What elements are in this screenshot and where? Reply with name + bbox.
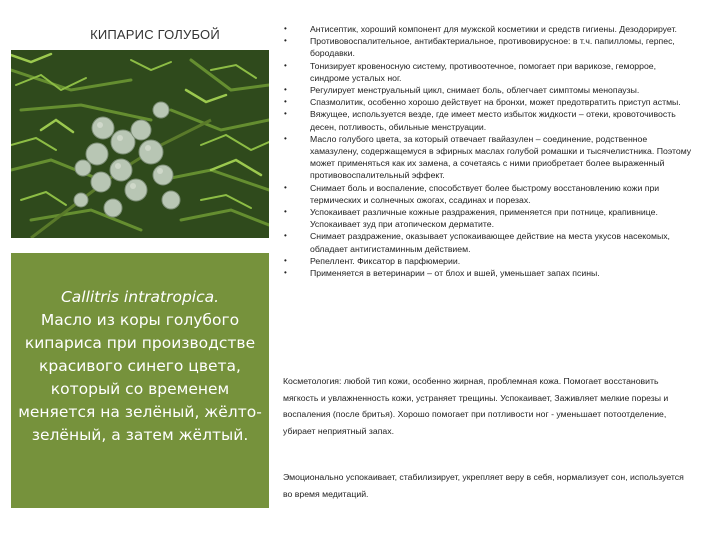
latin-name: Callitris intratropica. [60, 288, 220, 306]
bullet-icon: • [284, 268, 287, 278]
emotional-paragraph: Эмоционально успокаивает, стабилизирует, укрепляет веру в себя, нормализует сон, используется во время медитаций. [283, 472, 684, 499]
bullet-icon: • [284, 85, 287, 95]
bullet-icon: • [284, 97, 287, 107]
bullet-icon: • [284, 36, 287, 46]
bullet-icon: • [284, 207, 287, 217]
list-item: • Антисептик, хороший компонент для мужской косметики и средств гигиены. Дезодорирует. [284, 24, 677, 34]
list-item: • Применяется в ветеринарии – от блох и вшей, уменьшает запах псины. [284, 268, 600, 279]
bullet-icon: • [284, 133, 287, 143]
species-description: Масло из коры голубого кипариса при производстве красивого синего цвета, который со временем меняется на зелёный, жёлто-зелёный, а затем жёлтый. [18, 311, 262, 444]
list-item: • Успокаивает различные кожные раздражения, применяется при потнице, крапивнице. Успокаивает зуд при атопическом дерматите. [284, 207, 658, 230]
list-item: • Снимает боль и воспаление, способствует более быстрому восстановлению кожи при термических и солнечных ожогах, ссадинах и порезах. [284, 182, 660, 205]
list-item: • Масло голубого цвета, за который отвечает гвайазулен – соединение, родственное хамазулену, содержащемуся в эфирных маслах голубой ромашки и тысячелистника. Поэтому может применяться как их замена, а сочетаясь с ними приобретает более выраженный противовоспалительный эффект. [284, 133, 692, 181]
bullet-icon: • [284, 60, 287, 70]
bullet-icon: • [284, 231, 287, 241]
page-title: КИПАРИС ГОЛУБОЙ [90, 27, 220, 42]
species-info-box [11, 253, 269, 508]
list-item: • Регулирует менструальный цикл, снимает боль, облегчает симптомы менопаузы. [284, 85, 640, 96]
properties-list [283, 23, 695, 279]
list-item: • Снимает раздражение, оказывает успокаивающее действие на места укусов насекомых, обладает антигистаминным действием. [284, 231, 670, 254]
bullet-icon: • [284, 255, 287, 265]
cosmetology-paragraph: Косметология: любой тип кожи, особенно жирная, проблемная кожа. Помогает восстановить мягкость и увлажненность кожи, устраняет трещины. Успокаивает, Заживляет мелкие порезы и воспаления (после бритья). Хорошо помогает при потливости ног - уменьшает потоотделение, убирает неприятный запах. [283, 376, 669, 437]
list-item: • Тонизирует кровеносную систему, противоотечное, помогает при варикозе, геморрое, синдроме усталых ног. [284, 60, 657, 83]
cypress-photo [11, 50, 269, 238]
list-item: • Противовоспалительное, антибактериальное, противовирусное: в т.ч. папилломы, герпес, бородавки. [284, 36, 675, 59]
bullet-icon: • [284, 24, 287, 33]
list-item: • Вяжущее, используется везде, где имеет место избыток жидкости – отеки, кровоточивость десен, потливость, обильные менструации. [284, 109, 676, 132]
cypress-branch-image [11, 50, 269, 238]
bullet-icon: • [284, 109, 287, 119]
list-item: • Спазмолитик, особенно хорошо действует на бронхи, может предотвратить приступ астмы. [284, 97, 681, 108]
list-item: • Репеллент. Фиксатор в парфюмерии. [284, 255, 461, 266]
bullet-icon: • [284, 182, 287, 192]
